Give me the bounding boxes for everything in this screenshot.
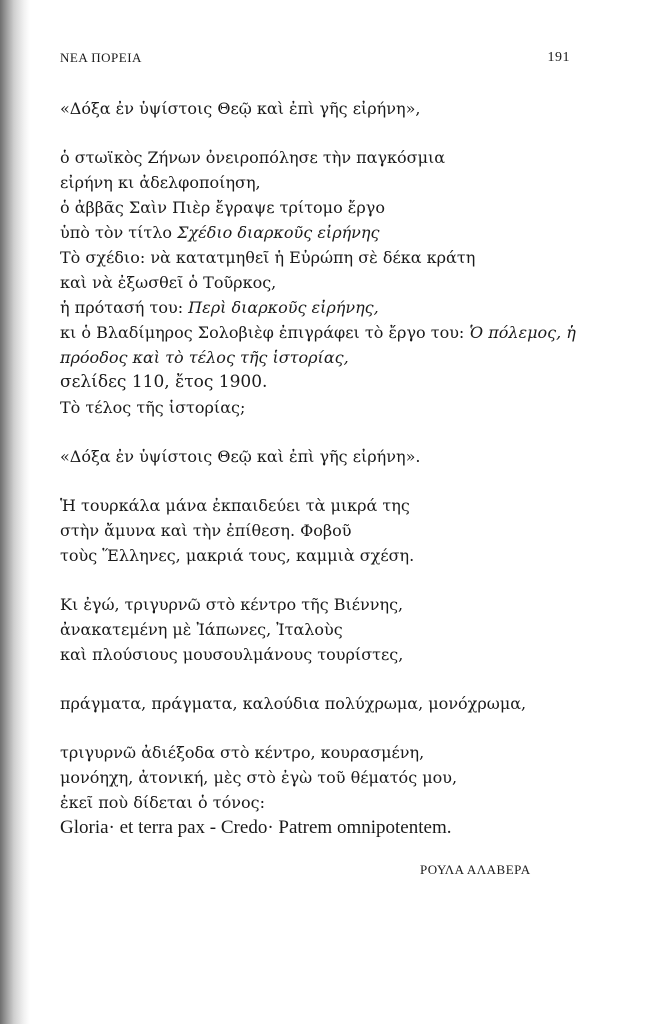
poem-line: πράγματα, πράγματα, καλούδια πολύχρωμα, μονόχρωμα, <box>60 694 527 713</box>
page-edge-shadow <box>0 0 30 1024</box>
page-number: 191 <box>547 50 570 65</box>
poem-text: κι ὁ Βλαδίμηρος Σολοβιὲφ ἐπιγράφει τὸ ἔργο του: <box>60 323 470 342</box>
poem-line-latin: Gloria· et terra pax - Credo· Patrem omnipotentem. <box>60 817 452 838</box>
poem-text: ὑπὸ τὸν τίτλο <box>60 223 178 242</box>
poem-line: Τὸ τέλος τῆς ἱστορίας; <box>60 398 246 417</box>
journal-title: ΝΕΑ ΠΟΡΕΙΑ <box>60 50 142 65</box>
poem-line: ἀνακατεμένη μὲ Ἰάπωνες, Ἰταλοὺς <box>60 620 343 639</box>
stanza-7 <box>60 740 620 840</box>
stanza-2 <box>60 145 620 420</box>
poem-line: τριγυρνῶ ἀδιέξοδα στὸ κέντρο, κουρασμένη, <box>60 743 425 762</box>
poem-line <box>60 320 620 345</box>
poem-line: Τὸ σχέδιο: νὰ κατατμηθεῖ ἡ Εὐρώπη σὲ δέκα κράτη <box>60 248 476 267</box>
stanza-4 <box>60 493 620 568</box>
poem-line: «Δόξα ἐν ὑψίστοις Θεῷ καὶ ἐπὶ γῆς εἰρήνη», <box>60 99 421 118</box>
author-signature: ΡΟΥΛΑ ΑΛΑΒΕΡΑ <box>420 862 531 877</box>
book-title: πρόοδος καὶ τὸ τέλος τῆς ἱστορίας, <box>60 348 349 367</box>
poem-line: Ἡ τουρκάλα μάνα ἐκπαιδεύει τὰ μικρά της <box>60 496 410 515</box>
poem-line: εἰρήνη κι ἀδελφοποίηση, <box>60 173 261 192</box>
poem-line: ὁ ἀββᾶς Σαὶν Πιὲρ ἔγραψε τρίτομο ἔργο <box>60 198 385 217</box>
poem-line <box>60 295 620 320</box>
poem-line: σελίδες 110, ἔτος 1900. <box>60 372 268 392</box>
poem-line: καὶ πλούσιους μουσουλμάνους τουρίστες, <box>60 645 404 664</box>
book-title: Σχέδιο διαρκοῦς εἰρήνης <box>177 223 380 242</box>
book-title: Περὶ διαρκοῦς εἰρήνης, <box>188 298 379 317</box>
poem-text: ἡ πρότασή του: <box>60 298 189 317</box>
stanza-6 <box>60 691 620 716</box>
poem-line: καὶ νὰ ἐξωσθεῖ ὁ Τοῦρκος, <box>60 273 277 292</box>
poem-line: Κι ἐγώ, τριγυρνῶ στὸ κέντρο τῆς Βιέννης, <box>60 595 404 614</box>
stanza-1 <box>60 96 620 121</box>
stanza-3 <box>60 444 620 469</box>
poem-line: ἐκεῖ ποὺ δίδεται ὁ τόνος: <box>60 793 265 812</box>
poem-line: ὁ στωϊκὸς Ζήνων ὀνειροπόλησε τὴν παγκόσμια <box>60 148 446 167</box>
book-title: Ὁ πόλεμος, ἡ <box>469 323 576 342</box>
poem-line <box>60 345 620 370</box>
poem-line: μονόηχη, ἀτονική, μὲς στὸ ἐγὼ τοῦ θέματός μου, <box>60 768 458 787</box>
poem-line <box>60 220 620 245</box>
poem-line: τοὺς Ἕλληνες, μακριά τους, καμμιὰ σχέση. <box>60 546 415 565</box>
poem-body <box>60 96 620 864</box>
stanza-5 <box>60 592 620 667</box>
poem-line: στὴν ἄμυνα καὶ τὴν ἐπίθεση. Φοβοῦ <box>60 521 352 540</box>
poem-line: «Δόξα ἐν ὑψίστοις Θεῷ καὶ ἐπὶ γῆς εἰρήνη». <box>60 447 421 466</box>
